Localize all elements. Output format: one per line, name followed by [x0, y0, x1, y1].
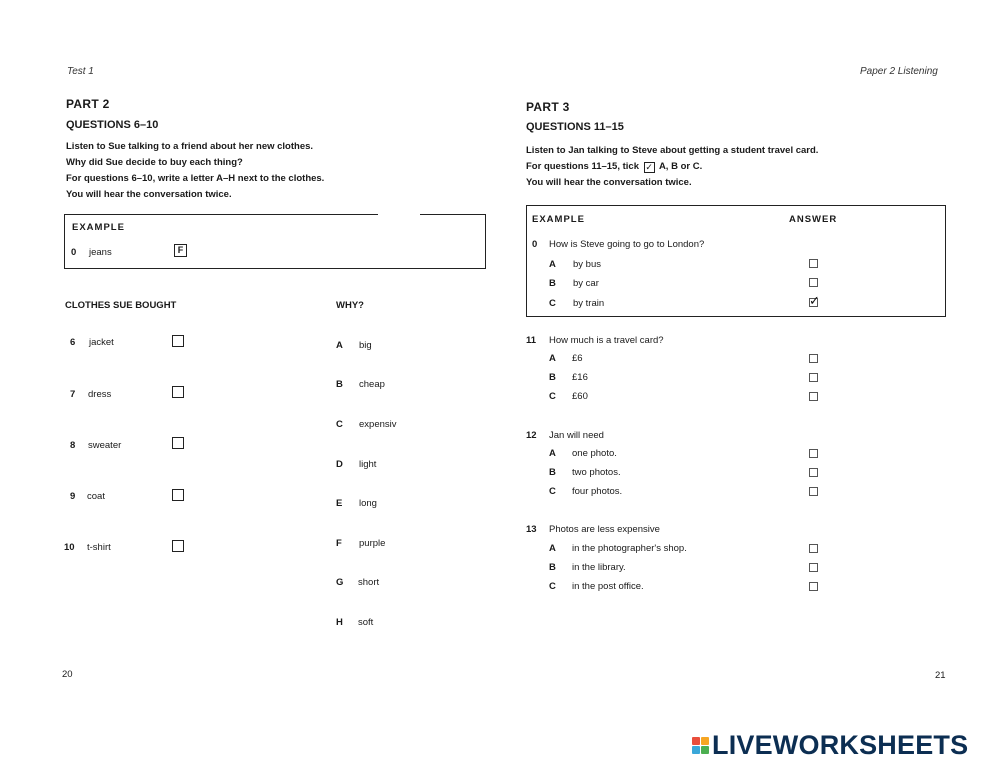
part2-example-label: EXAMPLE — [72, 222, 125, 233]
reason-letter: D — [336, 459, 343, 470]
checkbox-13c[interactable] — [809, 582, 818, 591]
liveworksheets-brand[interactable] — [692, 730, 968, 761]
checkbox-11b[interactable] — [809, 373, 818, 382]
example-checkbox-a — [809, 259, 818, 268]
reason-letter: C — [336, 419, 343, 430]
clothes-number: 10 — [64, 542, 75, 553]
clothes-number: 7 — [70, 389, 76, 400]
part3-example-number: 0 — [532, 239, 538, 250]
option-text: £60 — [572, 391, 588, 402]
part3-example-label: EXAMPLE — [532, 214, 585, 225]
answer-box-7[interactable] — [172, 386, 184, 398]
answer-box-10[interactable] — [172, 540, 184, 552]
option-letter: A — [549, 259, 556, 270]
option-letter: C — [549, 486, 556, 497]
option-text: two photos. — [572, 467, 621, 478]
reason-letter: B — [336, 379, 343, 390]
page-number-left: 20 — [62, 669, 73, 680]
reason-text: long — [359, 498, 377, 509]
part3-questions-title: QUESTIONS 11–15 — [526, 121, 624, 133]
option-letter: A — [549, 543, 556, 554]
part2-example-item: jeans — [89, 247, 112, 258]
reason-letter: H — [336, 617, 343, 628]
instruction-line: Why did Sue decide to buy each thing? — [66, 157, 243, 168]
clothes-item-dress: dress — [88, 389, 112, 400]
reason-text: cheap — [359, 379, 385, 390]
instruction-line: You will hear the conversation twice. — [66, 189, 232, 200]
logo-cell — [692, 737, 700, 745]
reason-text: soft — [358, 617, 374, 628]
running-head-left: Test 1 — [67, 66, 94, 77]
option-text: in the post office. — [572, 581, 644, 592]
question-text: How much is a travel card? — [549, 335, 664, 346]
clothes-item-tshirt: t-shirt — [87, 542, 111, 553]
logo-cell — [701, 737, 709, 745]
why-header: WHY? — [336, 300, 364, 311]
part3-example-question: How is Steve going to go to London? — [549, 239, 705, 250]
answer-box-9[interactable] — [172, 489, 184, 501]
liveworksheets-logo-icon — [692, 737, 709, 754]
clothes-number: 9 — [70, 491, 76, 502]
reason-text: light — [359, 459, 377, 470]
option-letter: C — [549, 298, 556, 309]
clothes-item-sweater: sweater — [88, 440, 122, 451]
logo-cell — [692, 746, 700, 754]
part2-title: PART 2 — [66, 97, 110, 111]
option-text: in the library. — [572, 562, 626, 573]
example-checkbox-b — [809, 278, 818, 287]
reason-text: expensiv — [359, 419, 397, 430]
part2-instructions — [66, 139, 324, 203]
checkbox-13a[interactable] — [809, 544, 818, 553]
instruction-text: A, B or C. — [658, 161, 703, 172]
logo-cell — [701, 746, 709, 754]
checkbox-13b[interactable] — [809, 563, 818, 572]
running-head-right: Paper 2 Listening — [860, 66, 938, 77]
option-letter: B — [549, 372, 556, 383]
option-text: by train — [573, 298, 605, 309]
clothes-item-coat: coat — [87, 491, 105, 502]
reason-letter: E — [336, 498, 343, 509]
option-letter: C — [549, 581, 556, 592]
instruction-line — [526, 159, 818, 175]
answer-box-8[interactable] — [172, 437, 184, 449]
tick-symbol: ✓ — [645, 162, 653, 172]
option-text: £6 — [572, 353, 583, 364]
question-text: Jan will need — [549, 430, 604, 441]
frame-gap — [378, 212, 420, 216]
checkbox-12a[interactable] — [809, 449, 818, 458]
option-letter: B — [549, 467, 556, 478]
option-text: in the photographer's shop. — [572, 543, 687, 554]
instruction-line: For questions 6–10, write a letter A–H next to the clothes. — [66, 173, 325, 184]
clothes-header: CLOTHES SUE BOUGHT — [65, 300, 177, 311]
clothes-number: 8 — [70, 440, 76, 451]
example-tick-mark: ✓ — [809, 293, 820, 308]
option-letter: B — [549, 278, 556, 289]
question-text: Photos are less expensive — [549, 524, 660, 535]
answer-box-6[interactable] — [172, 335, 184, 347]
checkbox-12c[interactable] — [809, 487, 818, 496]
checkbox-11a[interactable] — [809, 354, 818, 363]
option-letter: A — [549, 448, 556, 459]
instruction-line: Listen to Sue talking to a friend about her new clothes. — [66, 141, 314, 152]
option-text: one photo. — [572, 448, 617, 459]
part2-example-number: 0 — [71, 247, 77, 258]
part3-instructions — [526, 143, 818, 191]
question-number: 11 — [526, 335, 537, 346]
part3-answer-label: ANSWER — [789, 214, 838, 225]
checkbox-11c[interactable] — [809, 392, 818, 401]
part3-title: PART 3 — [526, 100, 570, 114]
option-text: £16 — [572, 372, 588, 383]
clothes-number: 6 — [70, 337, 76, 348]
reason-letter: G — [336, 577, 344, 588]
question-number: 12 — [526, 430, 537, 441]
reason-text: short — [358, 577, 380, 588]
option-letter: C — [549, 391, 556, 402]
page-number-right: 21 — [935, 670, 946, 681]
option-text: by car — [573, 278, 599, 289]
part2-example-answer: F — [174, 244, 187, 257]
reason-letter: A — [336, 340, 343, 351]
part2-questions-title: QUESTIONS 6–10 — [66, 119, 159, 131]
brand-text: LIVEWORKSHEETS — [712, 730, 969, 760]
reason-text: big — [359, 340, 372, 351]
instruction-text: For questions 11–15, tick — [526, 161, 639, 172]
option-text: by bus — [573, 259, 601, 270]
clothes-item-jacket: jacket — [89, 337, 114, 348]
instruction-line: You will hear the conversation twice. — [526, 177, 692, 188]
instruction-line: Listen to Jan talking to Steve about getting a student travel card. — [526, 145, 819, 156]
option-text: four photos. — [572, 486, 623, 497]
reason-text: purple — [359, 538, 386, 549]
reason-letter: F — [336, 538, 342, 549]
option-letter: B — [549, 562, 556, 573]
part2-example-frame — [64, 214, 486, 269]
option-letter: A — [549, 353, 556, 364]
checkbox-12b[interactable] — [809, 468, 818, 477]
question-number: 13 — [526, 524, 537, 535]
